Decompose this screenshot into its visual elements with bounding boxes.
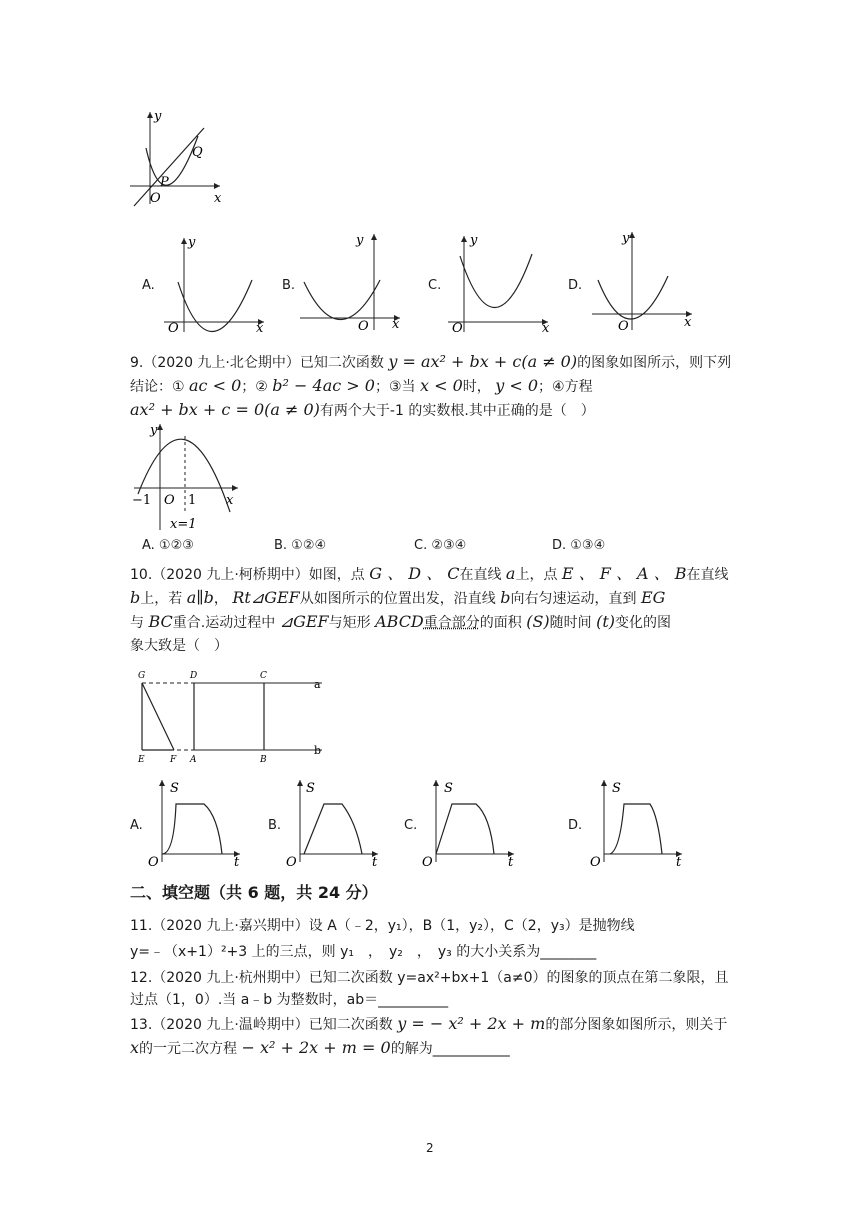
q9-neg1: −1 xyxy=(132,493,152,508)
section-2-heading: 二、填空题（共 6 题，共 24 分） xyxy=(130,883,378,902)
q10-fig-f: F xyxy=(170,755,177,765)
q10-pts-2: E 、 F 、 A 、 B xyxy=(561,564,687,583)
q10-parallel: a∥b xyxy=(186,588,214,607)
q8-option-b-letter: B. xyxy=(282,278,296,293)
q10-option-c-graph xyxy=(420,776,520,868)
q9-text-1b: 的图象如图所示，则下列 xyxy=(577,355,732,371)
q10-s: (S) xyxy=(526,612,550,631)
q9-formula-2: ax² + bx + c = 0(a ≠ 0) xyxy=(130,400,320,419)
q8-d-x: x xyxy=(684,315,692,330)
q10-line-2 xyxy=(130,588,665,609)
q9-formula-1: y = ax² + bx + c(a ≠ 0) xyxy=(388,352,578,371)
q10-text-2d: 向右匀速运动，直到 xyxy=(510,591,637,607)
q9-one: 1 xyxy=(188,493,197,508)
q8-top-q-label: Q xyxy=(192,145,203,160)
q10-gef: ⊿GEF xyxy=(279,612,329,631)
q8-b-y: y xyxy=(356,233,364,248)
q10-line-b: b xyxy=(130,588,141,607)
q10-a-o: O xyxy=(148,855,159,868)
q13-formula-2: − x² + 2x + m = 0 xyxy=(241,1038,391,1057)
q10-fig-b-line: b xyxy=(314,744,322,757)
q10-b-s: S xyxy=(306,781,315,796)
q13-text-1a: 13.（2020 九上·温岭期中）已知二次函数 xyxy=(130,1017,393,1033)
q10-c-s: S xyxy=(444,781,453,796)
q10-a-s: S xyxy=(170,781,179,796)
q10-d-s: S xyxy=(612,781,621,796)
q10-line-b2: b xyxy=(500,588,511,607)
q9-f-y: y < 0 xyxy=(495,376,539,395)
q13-line-1 xyxy=(130,1014,727,1035)
q8-option-b-graph xyxy=(296,228,406,336)
q10-fig-a: A xyxy=(190,755,197,765)
q10-line-1 xyxy=(130,564,729,585)
q9-axis-label: x=1 xyxy=(170,517,197,532)
q9-y-label: y xyxy=(150,423,158,438)
q10-text-3c: 与矩形 xyxy=(328,615,371,631)
q8-option-d-letter: D. xyxy=(568,278,583,293)
q8-option-c-graph xyxy=(444,230,556,336)
q10-line-3 xyxy=(130,612,671,633)
q8-b-o: O xyxy=(358,319,369,334)
q10-c-o: O xyxy=(422,855,433,868)
q13-text-1b: 的部分图象如图所示，则关于 xyxy=(545,1017,728,1033)
q9-option-a: A. ①②③ xyxy=(142,538,194,553)
q10-text-3g: 变化的图 xyxy=(615,615,672,631)
q9-line-1 xyxy=(130,352,731,373)
q9-f-x: x < 0 xyxy=(419,376,463,395)
q8-option-a-graph xyxy=(160,232,270,336)
q10-text-3f: 随时间 xyxy=(549,615,592,631)
q10-text-2a: 上，若 xyxy=(140,591,183,607)
q9-f-disc: b² − 4ac > 0 xyxy=(272,376,375,395)
q9-f-ac: ac < 0 xyxy=(189,376,242,395)
q10-abcd: ABCD xyxy=(375,612,424,631)
q8-d-y: y xyxy=(622,231,630,246)
q9-text-2a: 结论：① xyxy=(130,379,185,395)
q9-text-2d: 时， xyxy=(462,379,491,395)
q9-text-1a: 9.（2020 九上·北仑期中）已知二次函数 xyxy=(130,355,384,371)
q9-option-c: C. ②③④ xyxy=(414,538,467,553)
q8-c-o: O xyxy=(452,321,463,336)
q10-option-b-letter: B. xyxy=(268,818,282,833)
q11-line-2: y=﹣（x+1）²+3 上的三点，则 y₁ ， y₂ ， y₃ 的大小关系为________ xyxy=(130,944,597,960)
q10-fig-d: D xyxy=(190,671,198,681)
q10-figure xyxy=(134,668,334,768)
q10-fig-a-line: a xyxy=(314,678,321,691)
q9-text-2e: ；④方程 xyxy=(538,379,593,395)
q8-top-p-label: P xyxy=(160,175,169,190)
q10-text-3e: 的面积 xyxy=(479,615,522,631)
q10-option-b-graph xyxy=(284,776,384,868)
q10-fig-g: G xyxy=(138,671,146,681)
q10-text-3d: 重合部分 xyxy=(423,615,480,631)
q10-rt: Rt⊿GEF xyxy=(232,588,300,607)
q8-c-y: y xyxy=(470,233,478,248)
q8-a-x: x xyxy=(256,321,264,336)
q10-text-2c: 从如图所示的位置出发，沿直线 xyxy=(299,591,496,607)
q12-line-2: 过点（1，0）.当 a﹣b 为整数时，ab＝__________ xyxy=(130,992,449,1008)
q9-text-2b: ；② xyxy=(241,379,268,395)
q10-d-o: O xyxy=(590,855,601,868)
q9-x-label: x xyxy=(226,493,234,508)
q10-b-t: t xyxy=(372,855,378,868)
q8-option-a-letter: A. xyxy=(142,278,155,293)
q10-c-t: t xyxy=(508,855,514,868)
q10-text-1c: 上，点 xyxy=(515,567,558,583)
q10-b-o: O xyxy=(286,855,297,868)
q10-text-2b: ， xyxy=(213,591,228,607)
q10-option-d-letter: D. xyxy=(568,818,583,833)
q8-option-d-graph xyxy=(588,226,700,336)
q8-a-o: O xyxy=(168,321,179,336)
q10-text-1a: 10.（2020 九上·柯桥期中）如图，点 xyxy=(130,567,365,583)
q10-line-4 xyxy=(130,636,228,656)
q8-top-origin: O xyxy=(150,191,161,206)
q11-line-1: 11.（2020 九上·嘉兴期中）设 A（﹣2，y₁），B（1，y₂），C（2，y₃）是抛物线 xyxy=(130,918,635,934)
q8-c-x: x xyxy=(542,321,550,336)
q8-top-x-label: x xyxy=(214,191,222,206)
q13-formula-1: y = − x² + 2x + m xyxy=(397,1014,546,1033)
q8-option-c-letter: C. xyxy=(428,278,442,293)
q9-text-2c: ；③当 xyxy=(374,379,416,395)
q9-text-3: 有两个大于-1 的实数根.其中正确的是（ ） xyxy=(319,403,595,419)
page-number: 2 xyxy=(426,1141,434,1155)
q10-fig-b: B xyxy=(260,755,267,765)
q10-text-3b: 重合.运动过程中 xyxy=(172,615,276,631)
q10-fig-c: C xyxy=(260,671,267,681)
q10-a-t: t xyxy=(234,855,240,868)
q8-top-y-label: y xyxy=(154,109,162,124)
q10-d-t: t xyxy=(676,855,682,868)
q10-option-c-letter: C. xyxy=(404,818,418,833)
q10-option-a-graph xyxy=(146,776,246,868)
q8-top-graph xyxy=(128,108,228,208)
q9-origin: O xyxy=(164,493,175,508)
q9-line-2 xyxy=(130,376,593,397)
q10-t: (t) xyxy=(596,612,616,631)
q10-text-1b: 在直线 xyxy=(459,567,502,583)
q13-text-2a: 的一元二次方程 xyxy=(139,1041,238,1057)
q9-graph xyxy=(130,420,242,532)
q9-option-b: B. ①②④ xyxy=(274,538,327,553)
q10-eg: EG xyxy=(640,588,666,607)
q13-line-2 xyxy=(130,1038,510,1059)
q10-text-3a: 与 xyxy=(130,615,144,631)
q10-pts-1: G 、 D 、 C xyxy=(369,564,460,583)
q10-text-4: 象大致是（ ） xyxy=(130,638,228,654)
q8-a-y: y xyxy=(188,235,196,250)
q12-line-1: 12.（2020 九上·杭州期中）已知二次函数 y=ax²+bx+1（a≠0）的图象的顶点在第二象限，且 xyxy=(130,970,729,986)
q13-x-var: x xyxy=(130,1038,140,1057)
q10-option-a-letter: A. xyxy=(130,818,143,833)
q9-option-d: D. ①③④ xyxy=(552,538,606,553)
q10-line-a: a xyxy=(505,564,516,583)
q9-line-3 xyxy=(130,400,595,421)
q10-bc: BC xyxy=(148,612,173,631)
q13-text-2b: 的解为___________ xyxy=(390,1041,510,1057)
q10-fig-e: E xyxy=(138,755,145,765)
q8-d-o: O xyxy=(618,319,629,334)
q8-b-x: x xyxy=(392,317,400,332)
q10-text-1d: 在直线 xyxy=(686,567,729,583)
q10-option-d-graph xyxy=(588,776,688,868)
